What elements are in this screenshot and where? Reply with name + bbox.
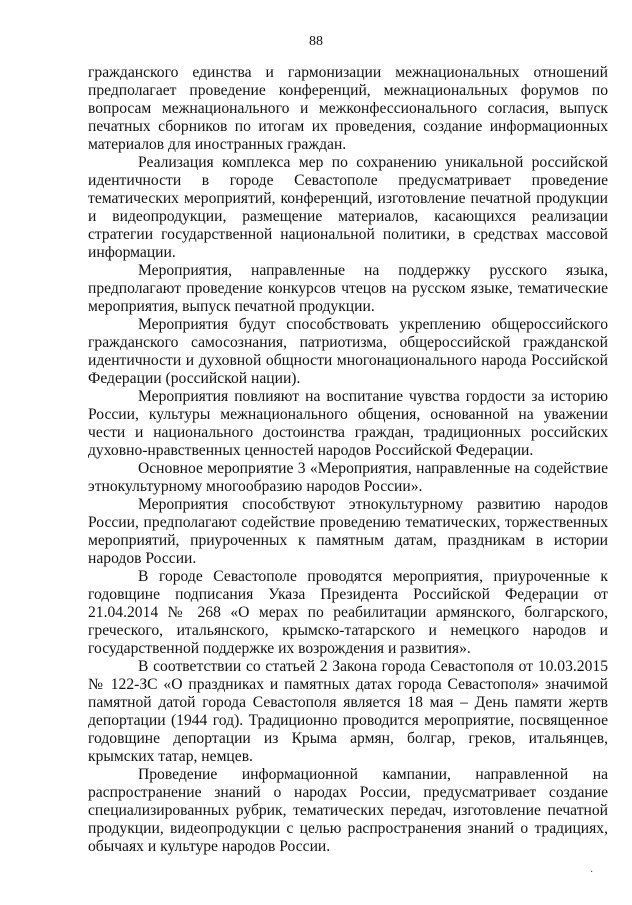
paragraph-pride-history: Мероприятия повлияют на воспитание чувства гордости за историю России, культуры межнационального общения, основанной на уважении чести и национального достоинства граждан, традиционных российских духовно-нравственных ценностей народов Российской Федерации. (88, 388, 608, 459)
paragraph-information-campaign: Проведение информационной кампании, направленной на распространение знаний о народах России, предусматривает создание специализированных рубрик, тематических передач, изготовление печатной продукции, видеопродукции с целью распространения знаний о традициях, обычаях и культуре народов России. (88, 766, 608, 855)
page-body (88, 64, 608, 856)
paragraph-deportation-memory: В соответствии со статьей 2 Закона города Севастополя от 10.03.2015 № 122-ЗС «О праздниках и памятных датах города Севастополя» значимой памятной датой города Севастополя является 18 мая – День памяти жертв депортации (1944 год). Традиционно проводится мероприятие, посвященное годовщине депортации из Крыма армян, болгар, греков, итальянцев, крымских татар, немцев. (88, 658, 608, 765)
scan-speck: · (590, 867, 594, 878)
page-number: 88 (309, 34, 323, 49)
paragraph-identity-measures: Реализация комплекса мер по сохранению уникальной российской идентичности в городе Севастополе предусматривает проведение тематических мероприятий, конференций, изготовление печатной продукции и видеопродукции, размещение материалов, касающихся реализации стратегии государственной национальной политики, в средствах массовой информации. (88, 154, 608, 261)
paragraph-russian-language: Мероприятия, направленные на поддержку русского языка, предполагают проведение конкурсов чтецов на русском языке, тематические мероприятия, выпуск печатной продукции. (88, 262, 608, 315)
paragraph-decree-anniversary: В городе Севастополе проводятся мероприятия, приуроченные к годовщине подписания Указа Президента Российской Федерации от 21.04.2014 № 268 «О мерах по реабилитации армянского, болгарского, греческого, итальянского, крымско-татарского и немецкого народов и государственной поддержке их возрождения и развития». (88, 568, 608, 657)
paragraph-main-activity-3: Основное мероприятие 3 «Мероприятия, направленные на содействие этнокультурному многообразию народов России». (88, 460, 608, 495)
paragraph-continuation: гражданского единства и гармонизации межнациональных отношений предполагает проведение конференций, межнациональных форумов по вопросам межнационального и межконфессионального согласия, выпуск печатных сборников по итогам их проведения, создание информационных материалов для иностранных граждан. (88, 64, 608, 153)
paragraph-civic-identity: Мероприятия будут способствовать укреплению общероссийского гражданского самосознания, патриотизма, общероссийской гражданской идентичности и духовной общности многонационального народа Российской Федерации (российской нации). (88, 316, 608, 387)
paragraph-ethnocultural: Мероприятия способствуют этнокультурному развитию народов России, предполагают содействие проведению тематических, торжественных мероприятий, приуроченных к памятным датам, праздникам в истории народов России. (88, 496, 608, 567)
